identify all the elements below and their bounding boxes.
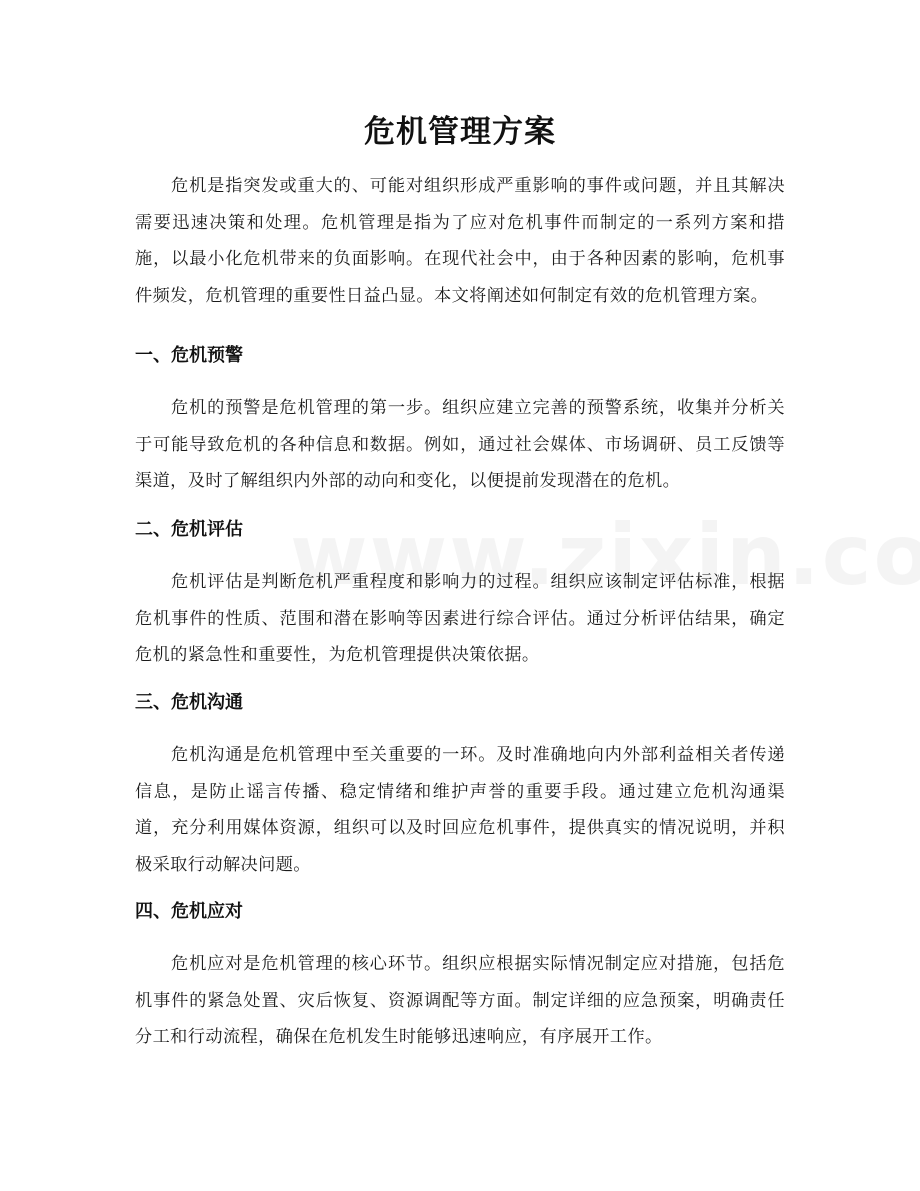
page-title: 危机管理方案 [364, 114, 556, 150]
section-heading-communication: 三、危机沟通 [135, 692, 243, 713]
section-body-response: 危机应对是危机管理的核心环节。组织应根据实际情况制定应对措施，包括危机事件的紧急处置、灾后恢复、资源调配等方面。制定详细的应急预案，明确责任分工和行动流程，确保在危机发生时能够迅速响应，有序展开工作。 [135, 954, 785, 1048]
section-heading-assessment: 二、危机评估 [135, 519, 243, 540]
section-body-communication: 危机沟通是危机管理中至关重要的一环。及时准确地向内外部利益相关者传递信息，是防止谣言传播、稳定情绪和维护声誉的重要手段。通过建立危机沟通渠道，充分利用媒体资源，组织可以及时回应危机事件，提供真实的情况说明，并积极采取行动解决问题。 [135, 745, 785, 875]
section-heading-warning: 一、危机预警 [135, 345, 243, 366]
section-heading-response: 四、危机应对 [135, 901, 243, 922]
section-body-assessment: 危机评估是判断危机严重程度和影响力的过程。组织应该制定评估标准，根据危机事件的性质、范围和潜在影响等因素进行综合评估。通过分析评估结果，确定危机的紧急性和重要性，为危机管理提供决策依据。 [135, 572, 785, 666]
section-body-warning: 危机的预警是危机管理的第一步。组织应建立完善的预警系统，收集并分析关于可能导致危机的各种信息和数据。例如，通过社会媒体、市场调研、员工反馈等渠道，及时了解组织内外部的动向和变化，以便提前发现潜在的危机。 [135, 398, 785, 492]
intro-paragraph: 危机是指突发或重大的、可能对组织形成严重影响的事件或问题，并且其解决需要迅速决策和处理。危机管理是指为了应对危机事件而制定的一系列方案和措施，以最小化危机带来的负面影响。在现代社会中，由于各种因素的影响，危机事件频发，危机管理的重要性日益凸显。本文将阐述如何制定有效的危机管理方案。 [135, 176, 785, 306]
